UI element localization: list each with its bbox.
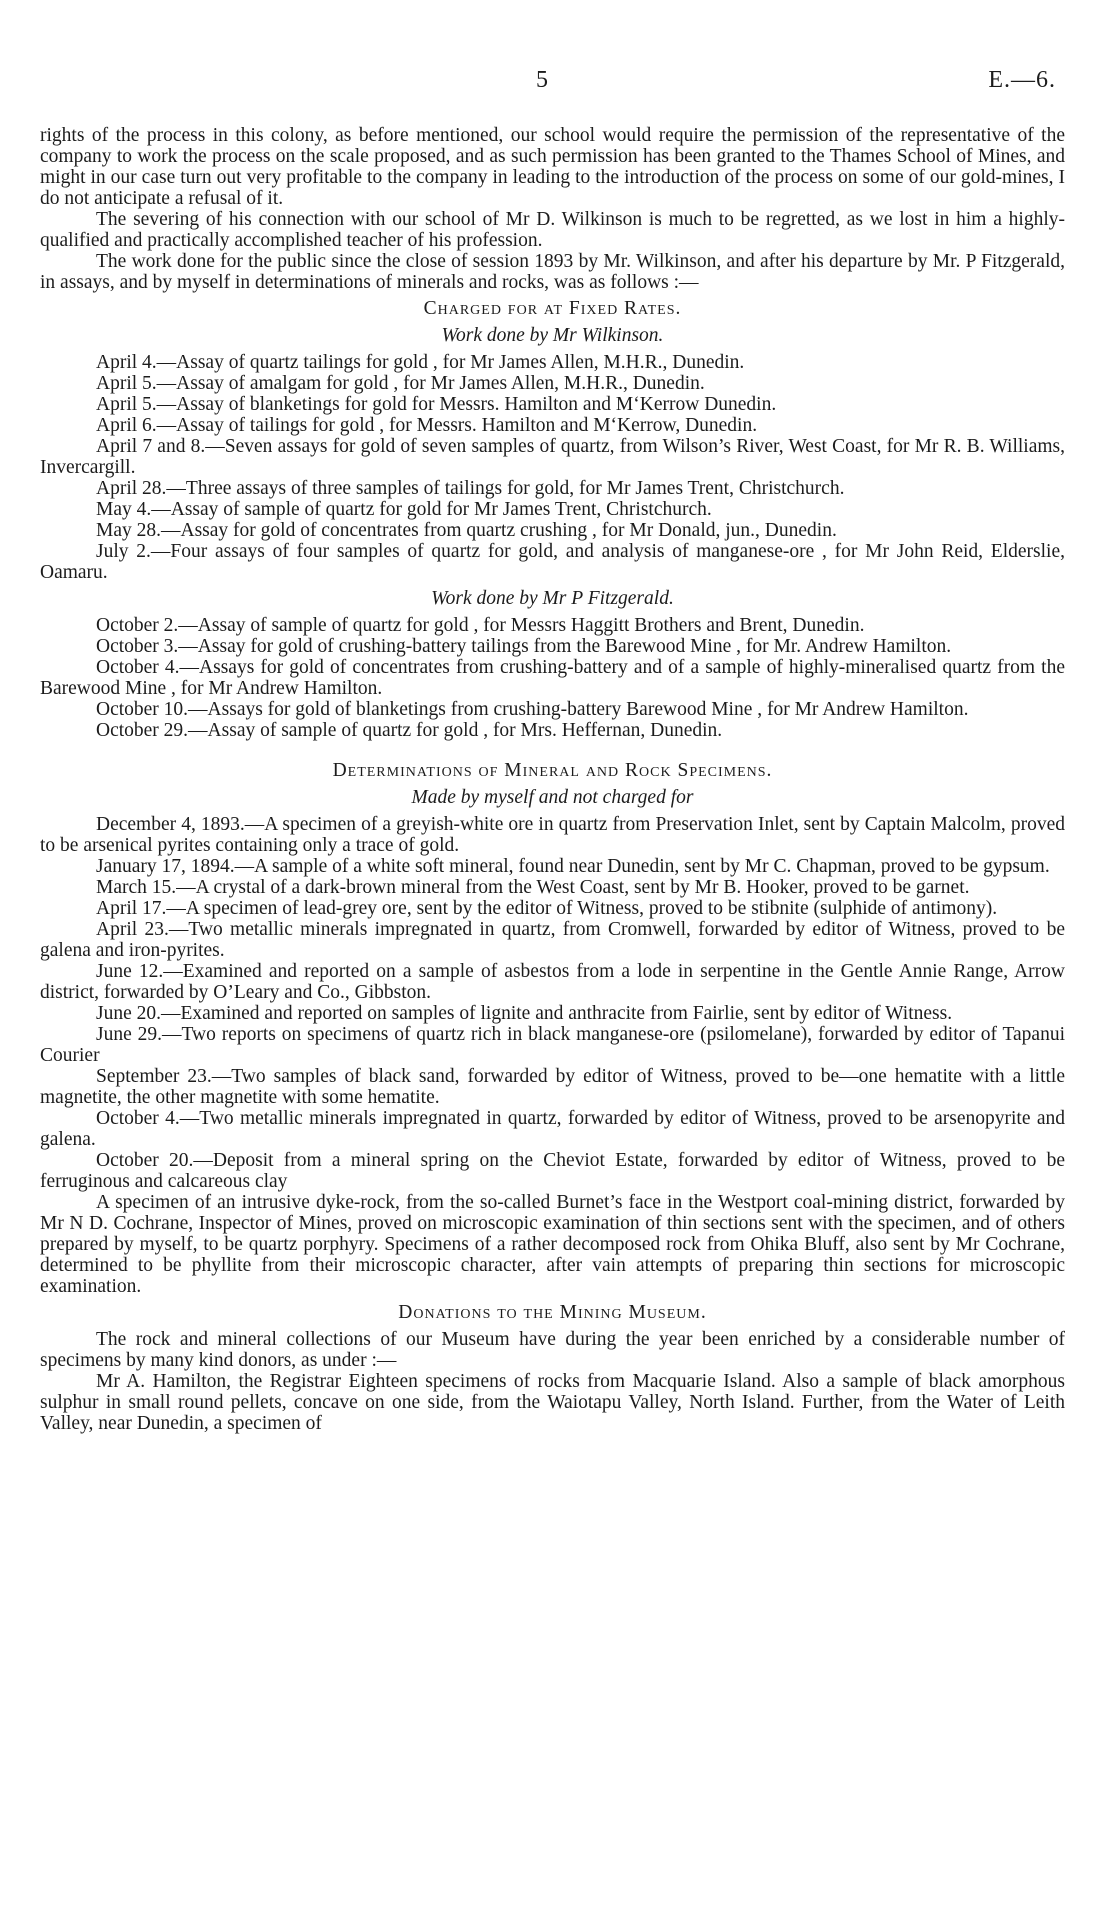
intro-paragraph: The work done for the public since the close of session 1893 by Mr. Wilkinson, and after his departure by Mr. P Fitzgerald, in assays, and by myself in determinations of minerals and rocks, was as follows :— <box>40 251 1065 293</box>
list-item: October 4.—Assays for gold of concentrates from crushing-battery and of a sample of highly-mineralised quartz from the Barewood Mine , for Mr Andrew Hamilton. <box>40 657 1065 699</box>
list-item: April 5.—Assay of blanketings for gold for Messrs. Hamilton and M‘Kerrow Dunedin. <box>96 394 777 415</box>
intro-paragraph: The severing of his connection with our school of Mr D. Wilkinson is much to be regretted, as we lost in him a highly-qualified and practically accomplished teacher of his profession. <box>40 209 1065 251</box>
list-item: April 6.—Assay of tailings for gold , for Messrs. Hamilton and M‘Kerrow, Dunedin. <box>96 415 758 436</box>
list-item: January 17, 1894.—A sample of a white soft mineral, found near Dunedin, sent by Mr C. Chapman, proved to be gypsum. <box>96 856 1050 877</box>
list-item: April 5.—Assay of amalgam for gold , for Mr James Allen, M.H.R., Dunedin. <box>96 373 705 394</box>
list-item: April 7 and 8.—Seven assays for gold of seven samples of quartz, from Wilson’s River, West Coast, for Mr R. B. Williams, Invercargill. <box>40 436 1065 478</box>
list-item: October 29.—Assay of sample of quartz for gold , for Mrs. Heffernan, Dunedin. <box>96 720 723 741</box>
list-item: April 17.—A specimen of lead-grey ore, sent by the editor of Witness, proved to be stibnite (sulphide of antimony). <box>96 898 998 919</box>
list-item: December 4, 1893.—A specimen of a greyish-white ore in quartz from Preservation Inlet, sent by Captain Malcolm, proved to be arsenical pyrites containing only a trace of gold. <box>40 814 1065 856</box>
list-item: June 12.—Examined and reported on a sample of asbestos from a lode in serpentine in the Gentle Annie Range, Arrow district, forwarded by O’Leary and Co., Gibbston. <box>40 961 1065 1003</box>
section-heading-donations: Donations to the Mining Museum. <box>398 1302 707 1323</box>
list-item: October 10.—Assays for gold of blanketings from crushing-battery Barewood Mine , for Mr Andrew Hamilton. <box>96 699 969 720</box>
list-item: June 29.—Two reports on specimens of quartz rich in black manganese-ore (psilomelane), forwarded by editor of Tapanui Courier <box>40 1024 1065 1066</box>
list-item: A specimen of an intrusive dyke-rock, from the so-called Burnet’s face in the Westport coal-mining district, forwarded by Mr N D. Cochrane, Inspector of Mines, proved on microscopic examination of thin sections sent with the specimen, and of others prepared by myself, to be quartz porphyry. Specimens of a rather decomposed rock from Ohika Bluff, also sent by Mr Cochrane, determined to be phyllite from their microscopic character, after vain attempts of preparing thin sections for microscopic examination. <box>40 1192 1065 1297</box>
donations-paragraph: Mr A. Hamilton, the Registrar Eighteen specimens of rocks from Macquarie Island. Also a sample of black amorphous sulphur in small round pellets, concave on one side, from the Waiotapu Valley, North Island. Further, from the Water of Leith Valley, near Dunedin, a specimen of <box>40 1371 1065 1434</box>
page-number: 5 <box>536 67 548 93</box>
list-item: May 28.—Assay for gold of concentrates from quartz crushing , for Mr Donald, jun., Dunedin. <box>96 520 837 541</box>
list-item: July 2.—Four assays of four samples of quartz for gold, and analysis of manganese-ore , for Mr John Reid, Elderslie, Oamaru. <box>40 541 1065 583</box>
section-heading-fixed-rates: Charged for at Fixed Rates. <box>423 298 682 319</box>
list-item: October 20.—Deposit from a mineral spring on the Cheviot Estate, forwarded by editor of Witness, proved to be ferruginous and calcareous clay <box>40 1150 1065 1192</box>
donations-paragraph: The rock and mineral collections of our Museum have during the year been enriched by a considerable number of specimens by many kind donors, as under :— <box>40 1329 1065 1371</box>
document-code: E.—6. <box>988 67 1056 93</box>
list-item: October 2.—Assay of sample of quartz for gold , for Messrs Haggitt Brothers and Brent, Dunedin. <box>96 615 865 636</box>
list-item: April 23.—Two metallic minerals impregnated in quartz, from Cromwell, forwarded by editor of Witness, proved to be galena and iron-pyrites. <box>40 919 1065 961</box>
document-body <box>40 125 1065 1434</box>
list-item: April 28.—Three assays of three samples of tailings for gold, for Mr James Trent, Christchurch. <box>96 478 845 499</box>
list-item: May 4.—Assay of sample of quartz for gold for Mr James Trent, Christchurch. <box>96 499 712 520</box>
list-item: April 4.—Assay of quartz tailings for gold , for Mr James Allen, M.H.R., Dunedin. <box>96 352 745 373</box>
list-item: October 4.—Two metallic minerals impregnated in quartz, forwarded by editor of Witness, proved to be arsenopyrite and galena. <box>40 1108 1065 1150</box>
section-heading-determinations: Determinations of Mineral and Rock Specimens. <box>332 760 773 781</box>
list-item: March 15.—A crystal of a dark-brown mineral from the West Coast, sent by Mr B. Hooker, proved to be garnet. <box>96 877 970 898</box>
subheading-fitzgerald: Work done by Mr P Fitzgerald. <box>431 588 674 609</box>
list-item: October 3.—Assay for gold of crushing-battery tailings from the Barewood Mine , for Mr. Andrew Hamilton. <box>96 636 952 657</box>
section-spacer <box>40 741 1065 755</box>
page-header <box>0 67 1114 100</box>
intro-paragraph: rights of the process in this colony, as before mentioned, our school would require the permission of the representative of the company to work the process on the scale proposed, and as such permission has been granted to the Thames School of Mines, and might in our case turn out very profitable to the company in leading to the introduction of the process on some of our gold-mines, I do not anticipate a refusal of it. <box>40 125 1065 209</box>
subheading-wilkinson: Work done by Mr Wilkinson. <box>441 325 664 346</box>
subheading-made-by-myself: Made by myself and not charged for <box>411 787 694 808</box>
list-item: June 20.—Examined and reported on samples of lignite and anthracite from Fairlie, sent by editor of Witness. <box>96 1003 953 1024</box>
list-item: September 23.—Two samples of black sand, forwarded by editor of Witness, proved to be—one hematite with a little magnetite, the other magnetite with some hematite. <box>40 1066 1065 1108</box>
